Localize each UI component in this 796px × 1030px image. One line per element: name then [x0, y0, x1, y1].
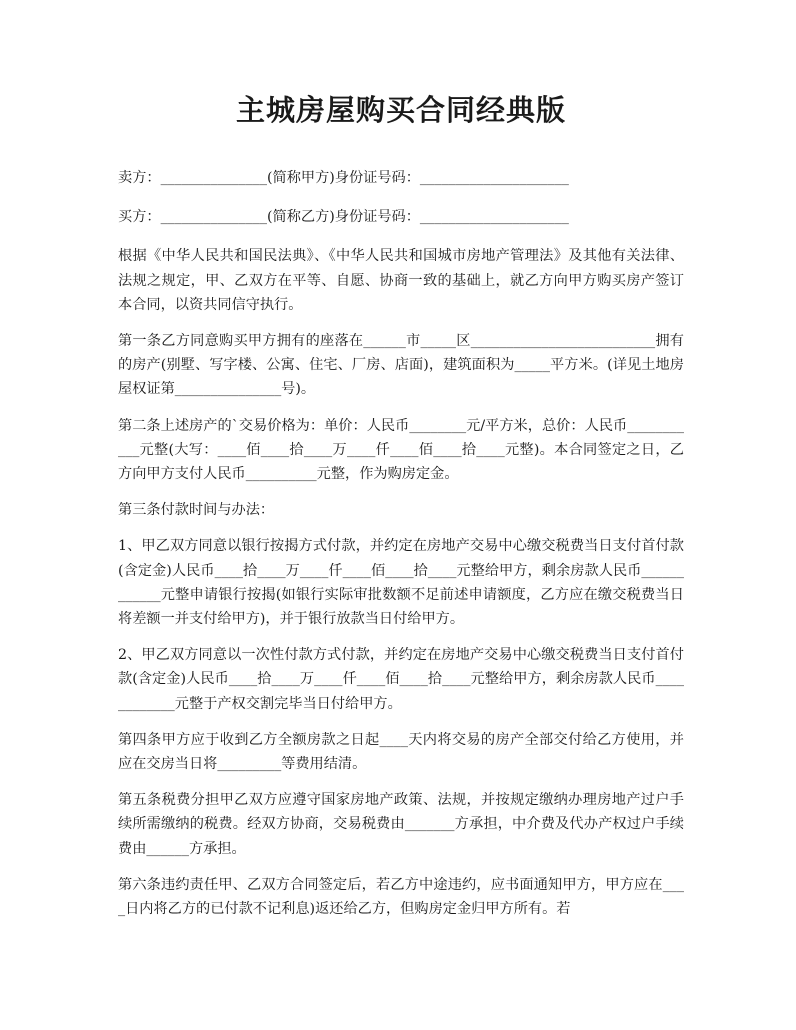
seller-line: 卖方：_______________(简称甲方)身份证号码：_____________________: [118, 170, 569, 186]
contract-page: [118, 88, 684, 933]
preamble-paragraph: 根据《中华人民共和国民法典》、《中华人民共和国城市房地产管理法》及其他有关法律、法规之规定，甲、乙双方在平等、自愿、协商一致的基础上，就乙方向甲方购买房产签订本合同，以资共同信守执行。: [118, 248, 684, 313]
article-3-heading: 第三条付款时间与办法：: [118, 502, 275, 519]
buyer-line: 买方：_______________(简称乙方)身份证号码：_____________________: [118, 209, 569, 226]
document-title: 主城房屋购买合同经典版: [235, 93, 566, 127]
article-6-paragraph: 第六条违约责任甲、乙双方合同签定后，若乙方中途违约，应书面通知甲方，甲方应在____日内将乙方的已付款不记利息)返还给乙方，但购房定金归甲方所有。若: [118, 876, 684, 918]
article-3-item-2: 2、甲乙双方同意以一次性付款方式付款，并约定在房地产交易中心缴交税费当日支付首付款(含定金)人民币____拾____万____仟____佰____拾____元整给甲方，剩余房款人民币____________元整于产权交割完毕当日付给甲方。: [118, 647, 684, 712]
article-2-paragraph: 第二条上述房产的`交易价格为：单价：人民币________元/平方米，总价：人民币___________元整(大写：____佰____拾____万____仟____佰____拾____元整)。本合同签定之日，乙方向甲方支付人民币__________元整，作为购房定金。: [118, 417, 684, 483]
article-1-paragraph: 第一条乙方同意购买甲方拥有的座落在______市_____区__________________________拥有的房产(别墅、写字楼、公寓、住宅、厂房、店面)，建筑面积为_____平方米。(详见土地房屋权证第_______________号)。: [118, 333, 684, 398]
article-5-paragraph: 第五条税费分担甲乙双方应遵守国家房地产政策、法规，并按规定缴纳办理房地产过户手续所需缴纳的税费。经双方协商，交易税费由_______方承担，中介费及代办产权过户手续费由______方承担。: [118, 792, 684, 857]
article-4-paragraph: 第四条甲方应于收到乙方全额房款之日起____天内将交易的房产全部交付给乙方使用，并应在交房当日将_________等费用结清。: [118, 731, 684, 773]
article-3-item-1: 1、甲乙双方同意以银行按揭方式付款，并约定在房地产交易中心缴交税费当日支付首付款(含定金)人民币____拾____万____仟____佰____拾____元整给甲方，剩余房款人民币____________元整申请银行按揭(如银行实际审批数额不足前述申请额度，乙方应在缴交税费当日将差额一并支付给甲方)，并于银行放款当日付给甲方。: [118, 538, 684, 628]
